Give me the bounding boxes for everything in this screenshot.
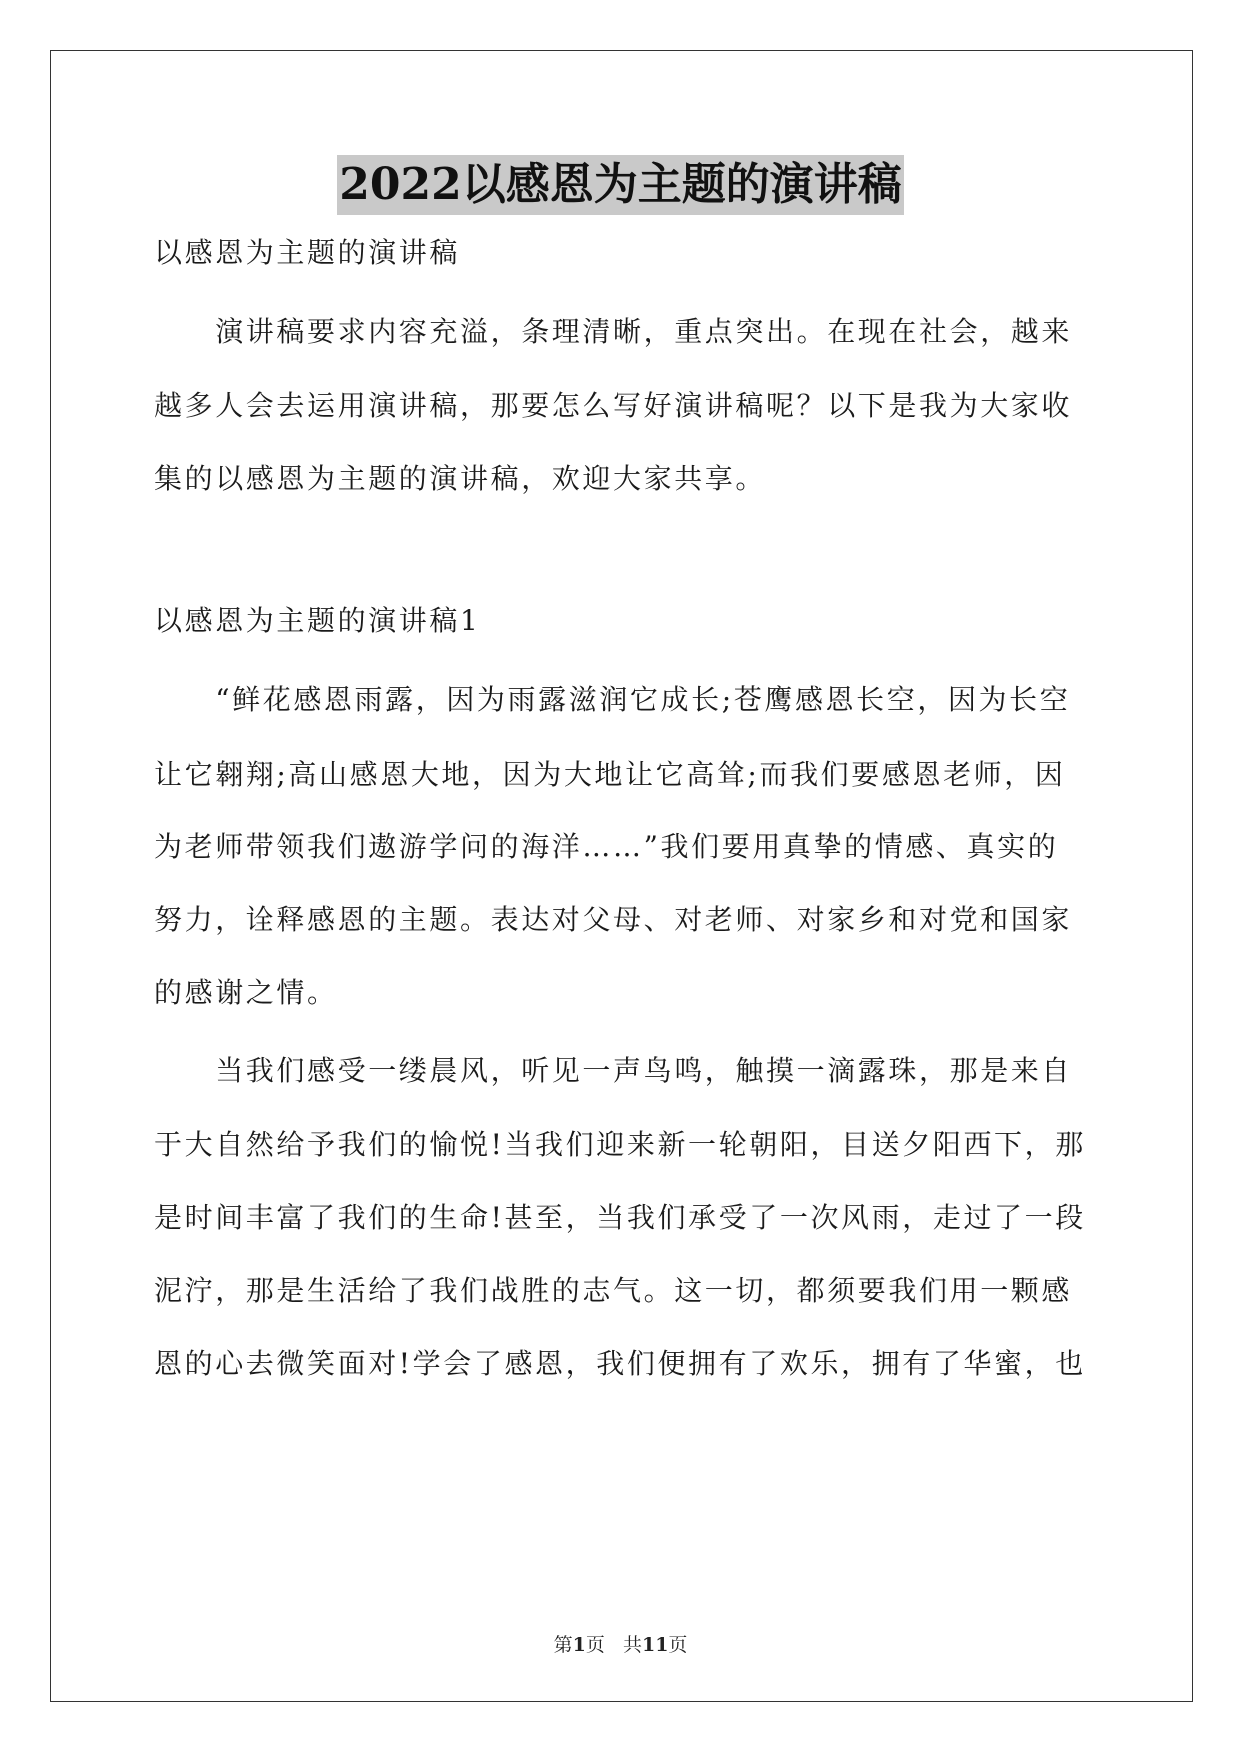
subtitle-line: 以感恩为主题的演讲稿 xyxy=(154,236,461,269)
page-prefix: 第 xyxy=(553,1634,573,1656)
text-line: 努力，诠释感恩的主题。表达对父母、对老师、对家乡和对党和国家 xyxy=(154,903,1073,936)
total-prefix: 共 xyxy=(622,1634,642,1656)
total-pages: 11 xyxy=(641,1634,669,1656)
text-line: 当我们感受一缕晨风，听见一声鸟鸣，触摸一滴露珠，那是来自 xyxy=(154,1054,1073,1087)
page-footer xyxy=(0,1630,1241,1657)
text-line: 让它翱翔;高山感恩大地，因为大地让它高耸;而我们要感恩老师，因 xyxy=(154,758,1066,791)
text-line: 恩的心去微笑面对!学会了感恩，我们便拥有了欢乐，拥有了华蜜，也 xyxy=(154,1347,1086,1380)
title-container xyxy=(0,155,1241,215)
text-line: 演讲稿要求内容充溢，条理清晰，重点突出。在现在社会，越来 xyxy=(154,315,1073,348)
text-line: 于大自然给予我们的愉悦!当我们迎来新一轮朝阳，目送夕阳西下，那 xyxy=(154,1128,1086,1161)
text-line: 越多人会去运用演讲稿，那要怎么写好演讲稿呢？以下是我为大家收 xyxy=(154,389,1073,422)
text-line: 是时间丰富了我们的生命!甚至，当我们承受了一次风雨，走过了一段 xyxy=(154,1201,1086,1234)
text-line: 为老师带领我们遨游学问的海洋……”我们要用真挚的情感、真实的 xyxy=(154,830,1059,863)
page-border xyxy=(50,50,1193,1702)
document-title: 2022以感恩为主题的演讲稿 xyxy=(337,155,903,215)
text-line: “鲜花感恩雨露，因为雨露滋润它成长;苍鹰感恩长空，因为长空 xyxy=(154,683,1071,716)
text-line: 集的以感恩为主题的演讲稿，欢迎大家共享。 xyxy=(154,462,767,495)
text-line: 的感谢之情。 xyxy=(154,976,338,1009)
page-number: 1 xyxy=(572,1634,586,1656)
section-heading: 以感恩为主题的演讲稿1 xyxy=(154,604,481,637)
page-suffix: 页 xyxy=(585,1634,605,1656)
total-suffix: 页 xyxy=(668,1634,688,1656)
text-line: 泥泞，那是生活给了我们战胜的志气。这一切，都须要我们用一颗感 xyxy=(154,1274,1073,1307)
